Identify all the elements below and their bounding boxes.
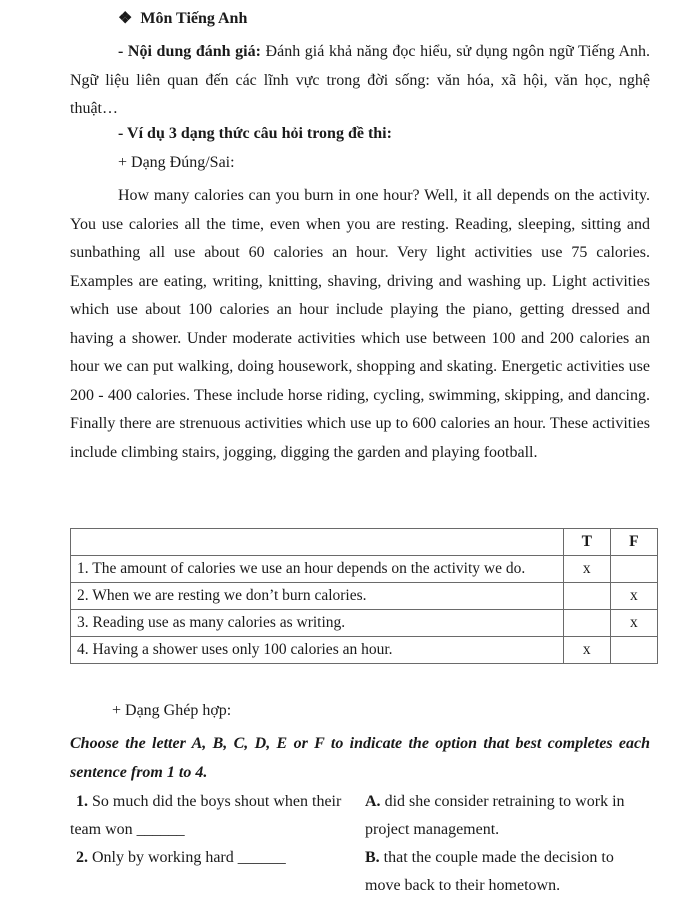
true-false-table (70, 528, 658, 664)
false-mark-cell: x (610, 610, 657, 637)
option-letter: A. (365, 793, 381, 810)
false-mark-cell (610, 556, 657, 583)
content-text-rest: Ngữ liệu liên quan đến các lĩnh vực trong đời sống: văn hóa, xã hội, văn học, nghệ thuật… (70, 71, 650, 117)
matching-option (365, 788, 645, 844)
matching-option (365, 844, 645, 900)
table-row (71, 637, 658, 664)
statement-cell: 1. The amount of calories we use an hour depends on the activity we do. (71, 556, 564, 583)
reading-passage (70, 182, 650, 467)
header-true: T (563, 529, 610, 556)
true-mark-cell (563, 610, 610, 637)
true-mark-cell (563, 583, 610, 610)
example-heading: - Ví dụ 3 dạng thức câu hỏi trong đề thi: (118, 125, 392, 142)
item-number: 2. (76, 849, 88, 866)
table-row (71, 556, 658, 583)
statement-cell: 2. When we are resting we don’t burn calories. (71, 583, 564, 610)
item-number: 1. (76, 793, 88, 810)
matching-left-column (70, 788, 355, 872)
statement-cell: 4. Having a shower uses only 100 calories an hour. (71, 637, 564, 664)
option-letter: B. (365, 849, 380, 866)
option-text: did she consider retraining to work in project management. (365, 793, 625, 838)
false-mark-cell (610, 637, 657, 664)
option-text: that the couple made the decision to move back to their hometown. (365, 849, 614, 894)
diamond-bullet-icon: ❖ (118, 10, 133, 27)
header-false: F (610, 529, 657, 556)
matching-instruction: Choose the letter A, B, C, D, E or F to indicate the option that best completes each sentence from 1 to 4. (70, 735, 650, 781)
content-description (70, 38, 650, 124)
subject-heading (118, 8, 247, 28)
passage-text: How many calories can you burn in one hour? Well, it all depends on the activity. You use calories all the time, even when you are resting. Reading, sleeping, sitting and sunbathing all use about 60 calories an hour. Very light activities use 75 calories. Examples are eating, writing, knitting, shaving, driving and washing up. Light activities which use about 100 calories an hour include playing the piano, getting dressed and having a shower. Under moderate activities which use between 100 and 200 calories an hour we can put walking, doing housework, shopping and skating. Energetic activities use 200 - 400 calories. These include horse riding, cycling, swimming, skipping, and dancing. Finally there are strenuous activities which use up to 600 calories an hour. These activities include climbing stairs, jogging, digging the garden and playing football. (70, 187, 650, 461)
statement-cell: 3. Reading use as many calories as writing. (71, 610, 564, 637)
true-mark-cell: x (563, 637, 610, 664)
table-row (71, 583, 658, 610)
subject-title: Môn Tiếng Anh (140, 10, 248, 27)
item-text: Only by working hard ______ (88, 849, 286, 866)
true-mark-cell: x (563, 556, 610, 583)
matching-item (70, 844, 355, 872)
content-label: - Nội dung đánh giá: (118, 43, 261, 60)
header-statement (71, 529, 564, 556)
matching-heading: + Dạng Ghép hợp: (112, 702, 232, 719)
table-header-row (71, 529, 658, 556)
matching-right-column (365, 788, 645, 900)
content-text-line1: Đánh giá khả năng đọc hiểu, sử dụng ngôn ngữ Tiếng Anh. (260, 43, 651, 60)
matching-item (70, 788, 355, 844)
table-row (71, 610, 658, 637)
item-text: So much did the boys shout when their team won ______ (70, 793, 342, 838)
true-false-heading: + Dạng Đúng/Sai: (118, 154, 235, 171)
false-mark-cell: x (610, 583, 657, 610)
